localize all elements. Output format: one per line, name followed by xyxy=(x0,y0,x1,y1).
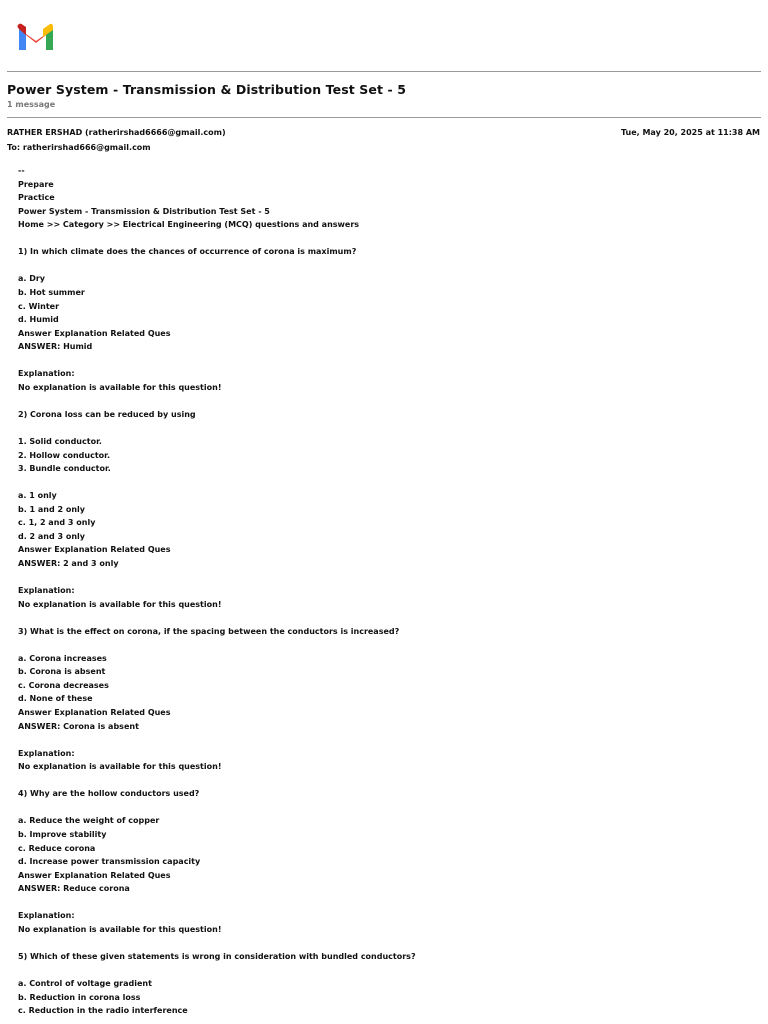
explanation-label: Explanation: xyxy=(18,911,75,921)
answer-option: a. Reduce the weight of copper xyxy=(18,816,160,826)
answer-links: Answer Explanation Related Ques xyxy=(18,708,171,717)
question-text: 4) Why are the hollow conductors used? xyxy=(18,789,200,799)
subject-divider xyxy=(7,117,761,118)
answer-option: a. Control of voltage gradient xyxy=(18,979,152,988)
explanation-text: No explanation is available for this question! xyxy=(18,924,222,934)
answer-option: b. Improve stability xyxy=(18,829,107,839)
email-subject: Power System - Transmission & Distribution Test Set - 5 xyxy=(7,82,407,97)
answer-links: Answer Explanation Related Ques xyxy=(18,545,171,555)
explanation-text: No explanation is available for this question! xyxy=(18,599,222,609)
answer-links: Answer Explanation Related Ques xyxy=(18,870,171,880)
answer-option: c. Reduce corona xyxy=(18,843,96,853)
answer-option: a. Corona increases xyxy=(18,653,107,663)
signature-dash: -- xyxy=(18,166,25,175)
message-count: 1 message xyxy=(7,100,56,109)
explanation-label: Explanation: xyxy=(18,748,75,758)
answer-text: ANSWER: 2 and 3 only xyxy=(18,558,119,568)
question-text: 2) Corona loss can be reduced by using xyxy=(18,409,196,419)
answer-option: a. 1 only xyxy=(18,491,57,501)
prepare-label: Prepare xyxy=(18,179,54,189)
answer-option: c. 1, 2 and 3 only xyxy=(18,518,96,528)
question-statement: 3. Bundle conductor. xyxy=(18,464,111,474)
answer-option: c. Corona decreases xyxy=(18,680,109,690)
explanation-text: No explanation is available for this question! xyxy=(18,762,222,772)
sender: RATHER ERSHAD (ratherirshad6666@gmail.com) xyxy=(7,128,226,137)
answer-option: b. Hot summer xyxy=(18,287,85,297)
email-date: Tue, May 20, 2025 at 11:38 AM xyxy=(620,128,760,137)
answer-option: a. Dry xyxy=(18,274,46,284)
question-statement: 2. Hollow conductor. xyxy=(18,450,110,460)
question-text: 3) What is the effect on corona, if the spacing between the conductors is increased? xyxy=(18,626,400,636)
question-text: 1) In which climate does the chances of occurrence of corona is maximum? xyxy=(18,247,357,257)
answer-links: Answer Explanation Related Ques xyxy=(18,328,171,338)
gmail-logo-icon xyxy=(16,22,56,52)
answer-text: ANSWER: Reduce corona xyxy=(18,884,130,894)
question-statement: 1. Solid conductor. xyxy=(18,437,102,446)
content-heading: Power System - Transmission & Distribution Test Set - 5 xyxy=(18,206,270,216)
explanation-text: No explanation is available for this question! xyxy=(18,382,222,392)
answer-option: b. 1 and 2 only xyxy=(18,504,86,514)
question-text: 5) Which of these given statements is wrong in consideration with bundled conductors? xyxy=(18,951,416,961)
breadcrumb: Home >> Category >> Electrical Engineering (MCQ) questions and answers xyxy=(18,220,360,230)
answer-option: d. 2 and 3 only xyxy=(18,531,86,541)
answer-text: ANSWER: Corona is absent xyxy=(18,721,139,731)
answer-option: b. Reduction in corona loss xyxy=(18,992,141,1002)
explanation-label: Explanation: xyxy=(18,369,75,379)
answer-option: d. Humid xyxy=(18,315,59,325)
answer-text: ANSWER: Humid xyxy=(18,342,93,352)
header-divider xyxy=(7,71,761,72)
recipient: To: ratherirshad666@gmail.com xyxy=(7,143,151,152)
explanation-label: Explanation: xyxy=(18,586,75,596)
answer-option: c. Winter xyxy=(18,301,60,311)
answer-option: d. None of these xyxy=(18,694,93,704)
practice-label: Practice xyxy=(18,193,55,203)
answer-option: d. Increase power transmission capacity xyxy=(18,857,201,867)
answer-option: b. Corona is absent xyxy=(18,667,106,677)
answer-option: c. Reduction in the radio interference xyxy=(18,1006,188,1016)
